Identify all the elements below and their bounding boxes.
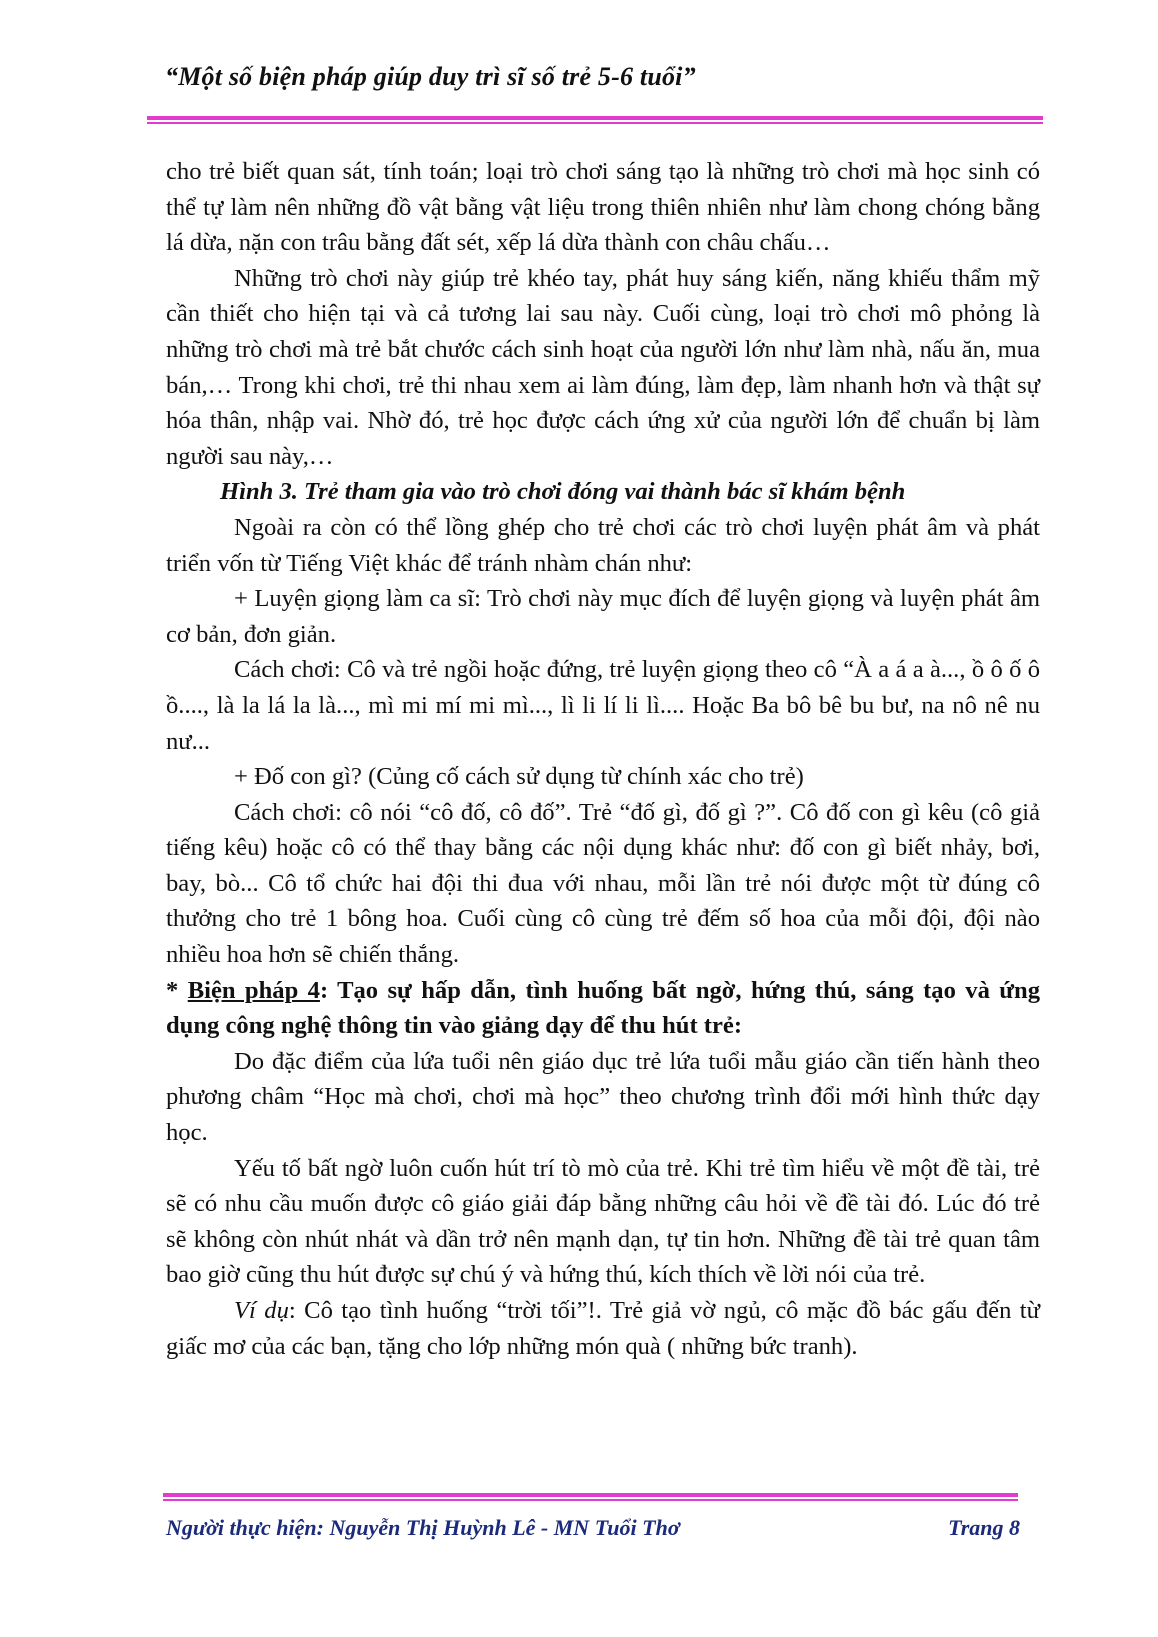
heading-label: Biện pháp 4	[187, 976, 320, 1004]
paragraph-3: Ngoài ra còn có thể lồng ghép cho trẻ chơi các trò chơi luyện phát âm và phát triển vốn từ Tiếng Việt khác để tránh nhàm chán như:	[166, 513, 1040, 577]
paragraph-6: + Đố con gì? (Củng cố cách sử dụng từ chính xác cho trẻ)	[234, 763, 804, 791]
paragraph-4: + Luyện giọng làm ca sĩ: Trò chơi này mục đích để luyện giọng và luyện phát âm cơ bản, đơn giản.	[166, 585, 1040, 648]
footer-page-number: Trang 8	[948, 1515, 1020, 1540]
footer-divider	[163, 1493, 1018, 1501]
paragraph-5: Cách chơi: Cô và trẻ ngồi hoặc đứng, trẻ luyện giọng theo cô “À a á a à..., ồ ô ố ô ồ...., là la lá la là..., mì mi mí mi mì..., lì li lí li lì.... Hoặc Ba bô bê bu bư, na nô nê nu nư...	[166, 656, 1040, 755]
paragraph-1: cho trẻ biết quan sát, tính toán; loại trò chơi sáng tạo là những trò chơi mà học sinh có thể tự làm nên những đồ vật bằng vật liệu trong thiên nhiên như làm chong chóng bằng lá dừa, nặn con trâu bằng đất sét, xếp lá dừa thành con châu chấu…	[166, 158, 1040, 257]
figure-caption: Hình 3. Trẻ tham gia vào trò chơi đóng vai thành bác sĩ khám bệnh	[220, 478, 906, 506]
page-header-title: “Một số biện pháp giúp duy trì sĩ số trẻ 5-6 tuổi”	[165, 62, 696, 91]
heading-text: : Tạo sự hấp dẫn, tình huống bất ngờ, hứng thú, sáng tạo và ứng dụng công nghệ thông tin vào giảng dạy để thu hút trẻ:	[166, 976, 1040, 1040]
example-text: : Cô tạo tình huống “trời tối”!. Trẻ giả vờ ngủ, cô mặc đồ bác gấu đến từ giấc mơ của các bạn, tặng cho lớp những món quà ( những bức tranh).	[166, 1297, 1040, 1360]
section-heading	[166, 973, 1040, 1044]
header-divider	[147, 116, 1043, 124]
paragraph-10	[166, 1293, 1040, 1364]
footer-author: Người thực hiện: Nguyễn Thị Huỳnh Lê - MN Tuổi Thơ	[166, 1515, 680, 1540]
document-body	[166, 154, 1040, 1364]
heading-star: *	[166, 976, 188, 1004]
example-label: Ví dụ	[234, 1297, 289, 1324]
paragraph-8: Do đặc điểm của lứa tuổi nên giáo dục trẻ lứa tuổi mẫu giáo cần tiến hành theo phương châm “Học mà chơi, chơi mà học” theo chương trình đổi mới hình thức dạy học.	[166, 1047, 1040, 1147]
paragraph-2: Những trò chơi này giúp trẻ khéo tay, phát huy sáng kiến, năng khiếu thẩm mỹ cần thiết cho hiện tại và cả tương lai sau này. Cuối cùng, loại trò chơi mô phỏng là những trò chơi mà trẻ bắt chước cách sinh hoạt của người lớn như làm nhà, nấu ăn, mua bán,… Trong khi chơi, trẻ thi nhau xem ai làm đúng, làm đẹp, làm nhanh hơn và thật sự hóa thân, nhập vai. Nhờ đó, trẻ học được cách ứng xử của người lớn để chuẩn bị làm người sau này,…	[166, 264, 1040, 470]
page-footer	[166, 1515, 1020, 1541]
paragraph-7: Cách chơi: cô nói “cô đố, cô đố”. Trẻ “đố gì, đố gì ?”. Cô đố con gì kêu (cô giả tiếng kêu) hoặc cô có thể thay bằng các nội dụng khác như: đố con gì biết nhảy, bơi, bay, bò... Cô tổ chức hai đội thi đua với nhau, mỗi lần trẻ nói được một từ đúng cô thưởng cho trẻ 1 bông hoa. Cuối cùng cô cùng trẻ đếm số hoa của mỗi đội, đội nào nhiều hoa hơn sẽ chiến thắng.	[166, 798, 1040, 969]
paragraph-9: Yếu tố bất ngờ luôn cuốn hút trí tò mò của trẻ. Khi trẻ tìm hiểu về một đề tài, trẻ sẽ có nhu cầu muốn được cô giáo giải đáp bằng những câu hỏi về đề tài đó. Lúc đó trẻ sẽ không còn nhút nhát và dần trở nên mạnh dạn, tự tin hơn. Những đề tài trẻ quan tâm bao giờ cũng thu hút được sự chú ý và hứng thú, kích thích về lời nói của trẻ.	[166, 1154, 1040, 1289]
